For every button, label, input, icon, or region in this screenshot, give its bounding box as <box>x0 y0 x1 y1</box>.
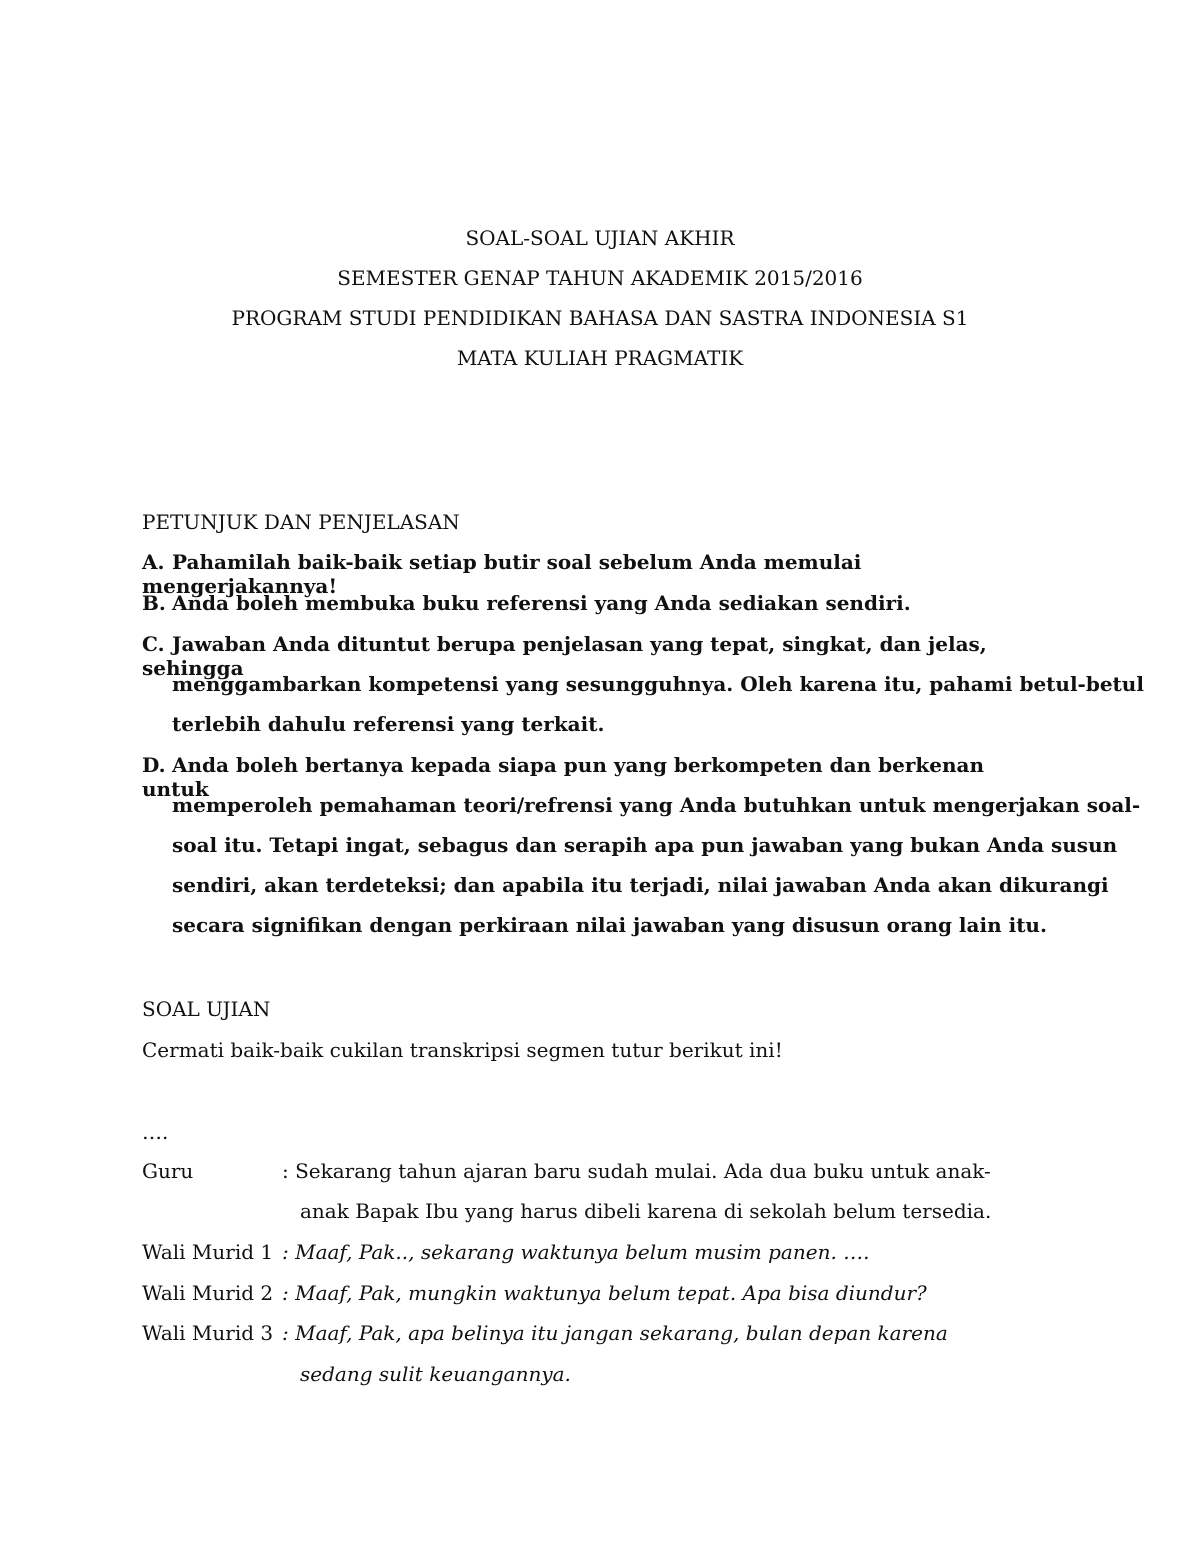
utterance-wali-murid-1: : Maaf, Pak.., sekarang waktunya belum musim panen. …. <box>282 1240 870 1264</box>
utterance-guru: : Sekarang tahun ajaran baru sudah mulai. Ada dua buku untuk anak- <box>282 1159 991 1183</box>
instruction-marker: D. <box>142 753 166 777</box>
instruction-item-b <box>142 591 1052 615</box>
instruction-line: Anda boleh membuka buku referensi yang Anda sediakan sendiri. <box>172 591 911 615</box>
instruction-line: terlebih dahulu referensi yang terkait. <box>172 712 605 736</box>
instruction-marker: B. <box>142 591 166 615</box>
speaker-guru: Guru <box>142 1159 194 1183</box>
instruction-line: memperoleh pemahaman teori/refrensi yang Anda butuhkan untuk mengerjakan soal- <box>172 793 1141 817</box>
dialogue-ellipsis: …. <box>142 1120 169 1144</box>
exam-heading: SOAL UJIAN <box>142 997 271 1021</box>
instruction-item-c <box>142 632 1144 736</box>
instruction-line: sendiri, akan terdeteksi; dan apabila itu terjadi, nilai jawaban Anda akan dikurangi <box>172 873 1109 897</box>
instruction-item-d <box>142 753 1141 937</box>
instruction-line: soal itu. Tetapi ingat, sebagus dan serapih apa pun jawaban yang bukan Anda susun <box>172 833 1118 857</box>
utterance-wali-murid-3: : Maaf, Pak, apa belinya itu jangan sekarang, bulan depan karena <box>282 1321 948 1345</box>
speaker-wali-murid-3: Wali Murid 3 <box>142 1321 274 1345</box>
utterance-wali-murid-3-cont: sedang sulit keuangannya. <box>300 1362 571 1386</box>
instructions-heading: PETUNJUK DAN PENJELASAN <box>142 510 460 534</box>
speaker-wali-murid-1: Wali Murid 1 <box>142 1240 274 1264</box>
title-line-1: SOAL-SOAL UJIAN AKHIR <box>465 226 735 250</box>
instruction-line: Pahamilah baik-baik setiap butir soal sebelum Anda memulai mengerjakannya! <box>142 550 862 598</box>
utterance-guru-cont: anak Bapak Ibu yang harus dibeli karena di sekolah belum tersedia. <box>300 1199 992 1223</box>
exam-intro: Cermati baik-baik cukilan transkripsi segmen tutur berikut ini! <box>142 1038 783 1062</box>
instruction-marker: C. <box>142 632 165 656</box>
title-line-4: MATA KULIAH PRAGMATIK <box>456 346 744 370</box>
instruction-line: secara signifikan dengan perkiraan nilai jawaban yang disusun orang lain itu. <box>172 913 1047 937</box>
instruction-line: Anda boleh bertanya kepada siapa pun yang berkompeten dan berkenan untuk <box>142 753 984 801</box>
title-line-3: PROGRAM STUDI PENDIDIKAN BAHASA DAN SASTRA INDONESIA S1 <box>231 306 969 330</box>
speaker-wali-murid-2: Wali Murid 2 <box>142 1281 274 1305</box>
instruction-line: Jawaban Anda dituntut berupa penjelasan yang tepat, singkat, dan jelas, sehingga <box>142 632 987 680</box>
utterance-wali-murid-2: : Maaf, Pak, mungkin waktunya belum tepat. Apa bisa diundur? <box>282 1281 927 1305</box>
title-line-2: SEMESTER GENAP TAHUN AKADEMIK 2015/2016 <box>337 266 863 290</box>
instruction-marker: A. <box>142 550 165 574</box>
instruction-line: menggambarkan kompetensi yang sesungguhnya. Oleh karena itu, pahami betul-betul <box>172 672 1144 696</box>
